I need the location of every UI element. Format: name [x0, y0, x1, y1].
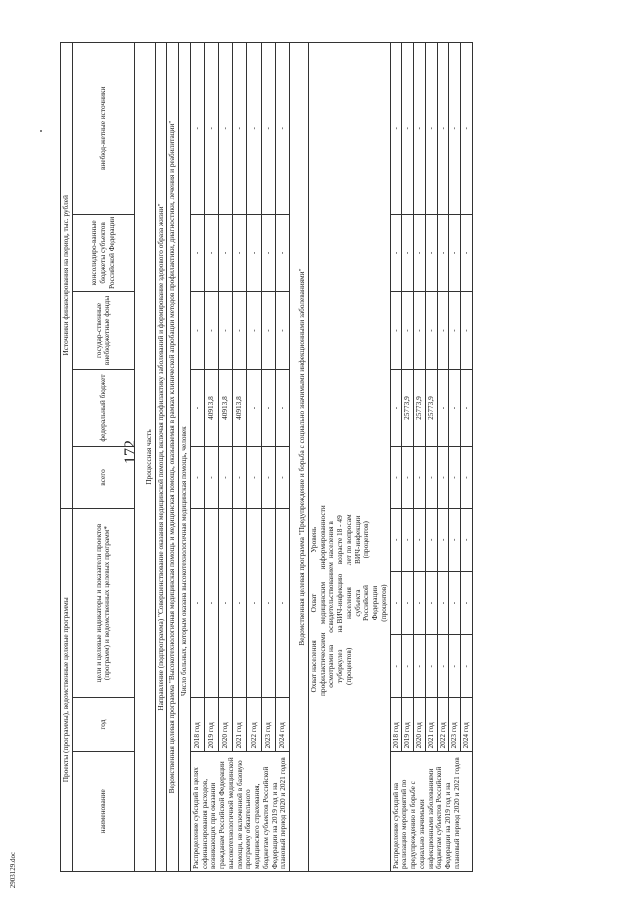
- indicator-2-value: -: [461, 571, 473, 634]
- year-cell: 2023 год: [449, 698, 461, 751]
- header-regional: консолидиро-ванные бюджеты субъектов Российской Федерации: [72, 214, 134, 292]
- page-number: 172: [122, 440, 139, 464]
- total-value: -: [219, 447, 233, 508]
- section-title-row: [134, 43, 155, 872]
- year-cell: 2020 год: [219, 698, 233, 751]
- indicator-value: -: [190, 508, 204, 698]
- regional-value: -: [204, 214, 218, 292]
- total-value: -: [402, 447, 414, 508]
- header-federal: федеральный бюджет: [72, 369, 134, 447]
- funds-value: -: [414, 292, 426, 370]
- federal-value: 40913,8: [233, 369, 247, 447]
- funds-value: -: [190, 292, 204, 370]
- header-total: всего: [72, 447, 134, 508]
- funds-value: -: [247, 292, 261, 370]
- funds-value: -: [437, 292, 449, 370]
- block1-name: Распределение субсидий в целях софинансирования расходов, возникающих при оказании гражданам Российской Федерации высокотехнологичной медицинской помощи, не включенной в базовую программу обязательного медицинского страхования, бюджетам субъектов Российской Федерации на 2019 год и на плановый период 2020 и 2021 годов: [190, 751, 289, 871]
- block2-row: [437, 43, 449, 872]
- funds-value: -: [461, 292, 473, 370]
- funds-value: -: [425, 292, 437, 370]
- program2-indicators-row: [308, 43, 390, 872]
- extra-value: -: [414, 43, 426, 215]
- indicator-3-value: -: [425, 508, 437, 571]
- year-cell: 2022 год: [437, 698, 449, 751]
- program2-title: Ведомственная целевая программа "Предупреждение и борьба с социально значимыми инфекционными заболеваниями": [290, 43, 309, 872]
- program1-row: [167, 43, 179, 872]
- extra-value: -: [449, 43, 461, 215]
- total-value: -: [233, 447, 247, 508]
- extra-value: -: [461, 43, 473, 215]
- extra-value: -: [261, 43, 275, 215]
- funds-value: -: [449, 292, 461, 370]
- block1-row: [247, 43, 261, 872]
- federal-value: 25773,9: [414, 369, 426, 447]
- total-value: -: [414, 447, 426, 508]
- indicator-3-value: -: [390, 508, 402, 571]
- extra-value: -: [402, 43, 414, 215]
- header-row-1: [61, 43, 73, 872]
- program1-indicator-row: [179, 43, 191, 872]
- extra-value: -: [190, 43, 204, 215]
- federal-value: 40913,8: [204, 369, 218, 447]
- indicator-1-value: -: [414, 635, 426, 698]
- indicator-3-value: -: [437, 508, 449, 571]
- regional-value: -: [414, 214, 426, 292]
- total-value: -: [261, 447, 275, 508]
- total-value: -: [461, 447, 473, 508]
- block1-row: [261, 43, 275, 872]
- year-cell: 2018 год: [190, 698, 204, 751]
- regional-value: -: [219, 214, 233, 292]
- extra-value: -: [233, 43, 247, 215]
- block2-row: [461, 43, 473, 872]
- federal-value: -: [390, 369, 402, 447]
- indicator-value: -: [233, 508, 247, 698]
- extra-value: -: [390, 43, 402, 215]
- funds-value: -: [390, 292, 402, 370]
- total-value: -: [425, 447, 437, 508]
- indicator-2-value: -: [425, 571, 437, 634]
- year-cell: 2024 год: [275, 698, 289, 751]
- indicator-value: -: [247, 508, 261, 698]
- indicator-value: -: [261, 508, 275, 698]
- year-cell: 2024 год: [461, 698, 473, 751]
- indicator-1-value: -: [425, 635, 437, 698]
- financing-table: [60, 42, 473, 872]
- block2-row: [390, 43, 402, 872]
- indicator-value: -: [219, 508, 233, 698]
- total-value: -: [390, 447, 402, 508]
- regional-value: -: [261, 214, 275, 292]
- total-value: -: [437, 447, 449, 508]
- footer-filename: 2903129.doc: [9, 851, 17, 889]
- year-cell: 2023 год: [261, 698, 275, 751]
- block1-row: [219, 43, 233, 872]
- program1-indicator: Число больных, которым оказана высокотехнологичная медицинская помощь, человек: [179, 43, 191, 698]
- indicator-hiv-testing: Охват медицинским освидетельствованием на ВИЧ-инфекцию населения субъекта Российской Федерации (процентов): [308, 562, 388, 633]
- regional-value: -: [390, 214, 402, 292]
- regional-value: -: [233, 214, 247, 292]
- year-cell: 2021 год: [233, 698, 247, 751]
- header-extra: внебюд-жетные источники: [72, 43, 134, 215]
- funds-value: -: [219, 292, 233, 370]
- regional-value: -: [449, 214, 461, 292]
- indicator-3-value: -: [461, 508, 473, 571]
- total-value: -: [247, 447, 261, 508]
- indicator-hiv-awareness: Уровень информированности населения в возрасте 18 - 49 лет по вопросам ВИЧ-инфекции (процентов): [308, 505, 371, 570]
- regional-value: -: [402, 214, 414, 292]
- indicator-1-value: -: [461, 635, 473, 698]
- indicator-3-value: -: [414, 508, 426, 571]
- extra-value: -: [247, 43, 261, 215]
- year-cell: 2020 год: [414, 698, 426, 751]
- rotated-table-area: [60, 42, 640, 872]
- direction-title: Направление (подпрограмма) "Совершенствование оказания медицинской помощи, включая профилактику заболеваний и формирование здорового образа жизни": [155, 43, 167, 872]
- regional-value: -: [247, 214, 261, 292]
- block2-row: [425, 43, 437, 872]
- funds-value: -: [402, 292, 414, 370]
- federal-value: -: [449, 369, 461, 447]
- indicator-1-value: -: [402, 635, 414, 698]
- header-row-2: [72, 43, 134, 872]
- federal-value: -: [437, 369, 449, 447]
- federal-value: 25773,9: [425, 369, 437, 447]
- year-cell: 2021 год: [425, 698, 437, 751]
- header-year: год: [72, 698, 134, 751]
- indicator-1-value: -: [437, 635, 449, 698]
- indicator-3-value: -: [402, 508, 414, 571]
- block2-row: [414, 43, 426, 872]
- total-value: -: [190, 447, 204, 508]
- year-cell: 2022 год: [247, 698, 261, 751]
- extra-value: -: [204, 43, 218, 215]
- funds-value: -: [233, 292, 247, 370]
- block2-row: [449, 43, 461, 872]
- year-cell: 2019 год: [204, 698, 218, 751]
- header-funds: государ-ственные внебюджетные фонды: [72, 292, 134, 370]
- indicator-1-value: -: [390, 635, 402, 698]
- indicator-value: -: [204, 508, 218, 698]
- block2-name: Распределение субсидий на реализацию мероприятий по предупреждению и борьбе с социально значимыми инфекционными заболеваниями бюджетам субъектов Российской Федерации на 2019 год и на плановый период 2020 и 2021 годов: [390, 751, 472, 871]
- indicator-2-value: -: [449, 571, 461, 634]
- total-value: -: [204, 447, 218, 508]
- funds-value: -: [261, 292, 275, 370]
- header-projects-group: Проекты (программы), ведомственные целевые программы: [61, 508, 73, 871]
- section-title: Процессная часть: [134, 43, 155, 872]
- program2-row: [290, 43, 309, 872]
- federal-value: 25773,9: [402, 369, 414, 447]
- block1-row: [204, 43, 218, 872]
- extra-value: -: [425, 43, 437, 215]
- federal-value: -: [190, 369, 204, 447]
- federal-value: -: [247, 369, 261, 447]
- block1-row: [233, 43, 247, 872]
- indicator-2-value: -: [402, 571, 414, 634]
- extra-value: -: [437, 43, 449, 215]
- extra-value: -: [219, 43, 233, 215]
- regional-value: -: [275, 214, 289, 292]
- total-value: -: [449, 447, 461, 508]
- block1-row: [275, 43, 289, 872]
- funds-value: -: [204, 292, 218, 370]
- federal-value: -: [461, 369, 473, 447]
- scan-speck: [40, 130, 42, 132]
- indicator-tb-screening: Охват населения профилактическими осмотрами на туберкулез (процентов): [308, 632, 353, 696]
- indicator-3-value: -: [449, 508, 461, 571]
- total-value: -: [275, 447, 289, 508]
- federal-value: -: [261, 369, 275, 447]
- year-cell: 2018 год: [390, 698, 402, 751]
- regional-value: -: [437, 214, 449, 292]
- header-sources-group: Источники финансирования на период, тыс. рублей: [61, 43, 73, 509]
- year-cell: 2019 год: [402, 698, 414, 751]
- federal-value: -: [275, 369, 289, 447]
- block2-row: [402, 43, 414, 872]
- program1-title: Ведомственная целевая программа "Высокотехнологичная медицинская помощь и медицинская помощь, оказываемая в рамках клинической апробации методов профилактики, диагностики, лечения и реабилитации": [167, 43, 179, 872]
- indicator-1-value: -: [449, 635, 461, 698]
- header-name: наименование: [72, 751, 134, 871]
- indicator-2-value: -: [437, 571, 449, 634]
- indicator-2-value: -: [390, 571, 402, 634]
- regional-value: -: [461, 214, 473, 292]
- extra-value: -: [275, 43, 289, 215]
- indicator-value: -: [275, 508, 289, 698]
- funds-value: -: [275, 292, 289, 370]
- block1-row: [190, 43, 204, 872]
- federal-value: 40913,8: [219, 369, 233, 447]
- regional-value: -: [425, 214, 437, 292]
- indicator-2-value: -: [414, 571, 426, 634]
- header-goals: цели и целевые индикаторы и показатели проектов (программ) и ведомственных целевых программ*: [72, 508, 134, 698]
- regional-value: -: [190, 214, 204, 292]
- direction-row: [155, 43, 167, 872]
